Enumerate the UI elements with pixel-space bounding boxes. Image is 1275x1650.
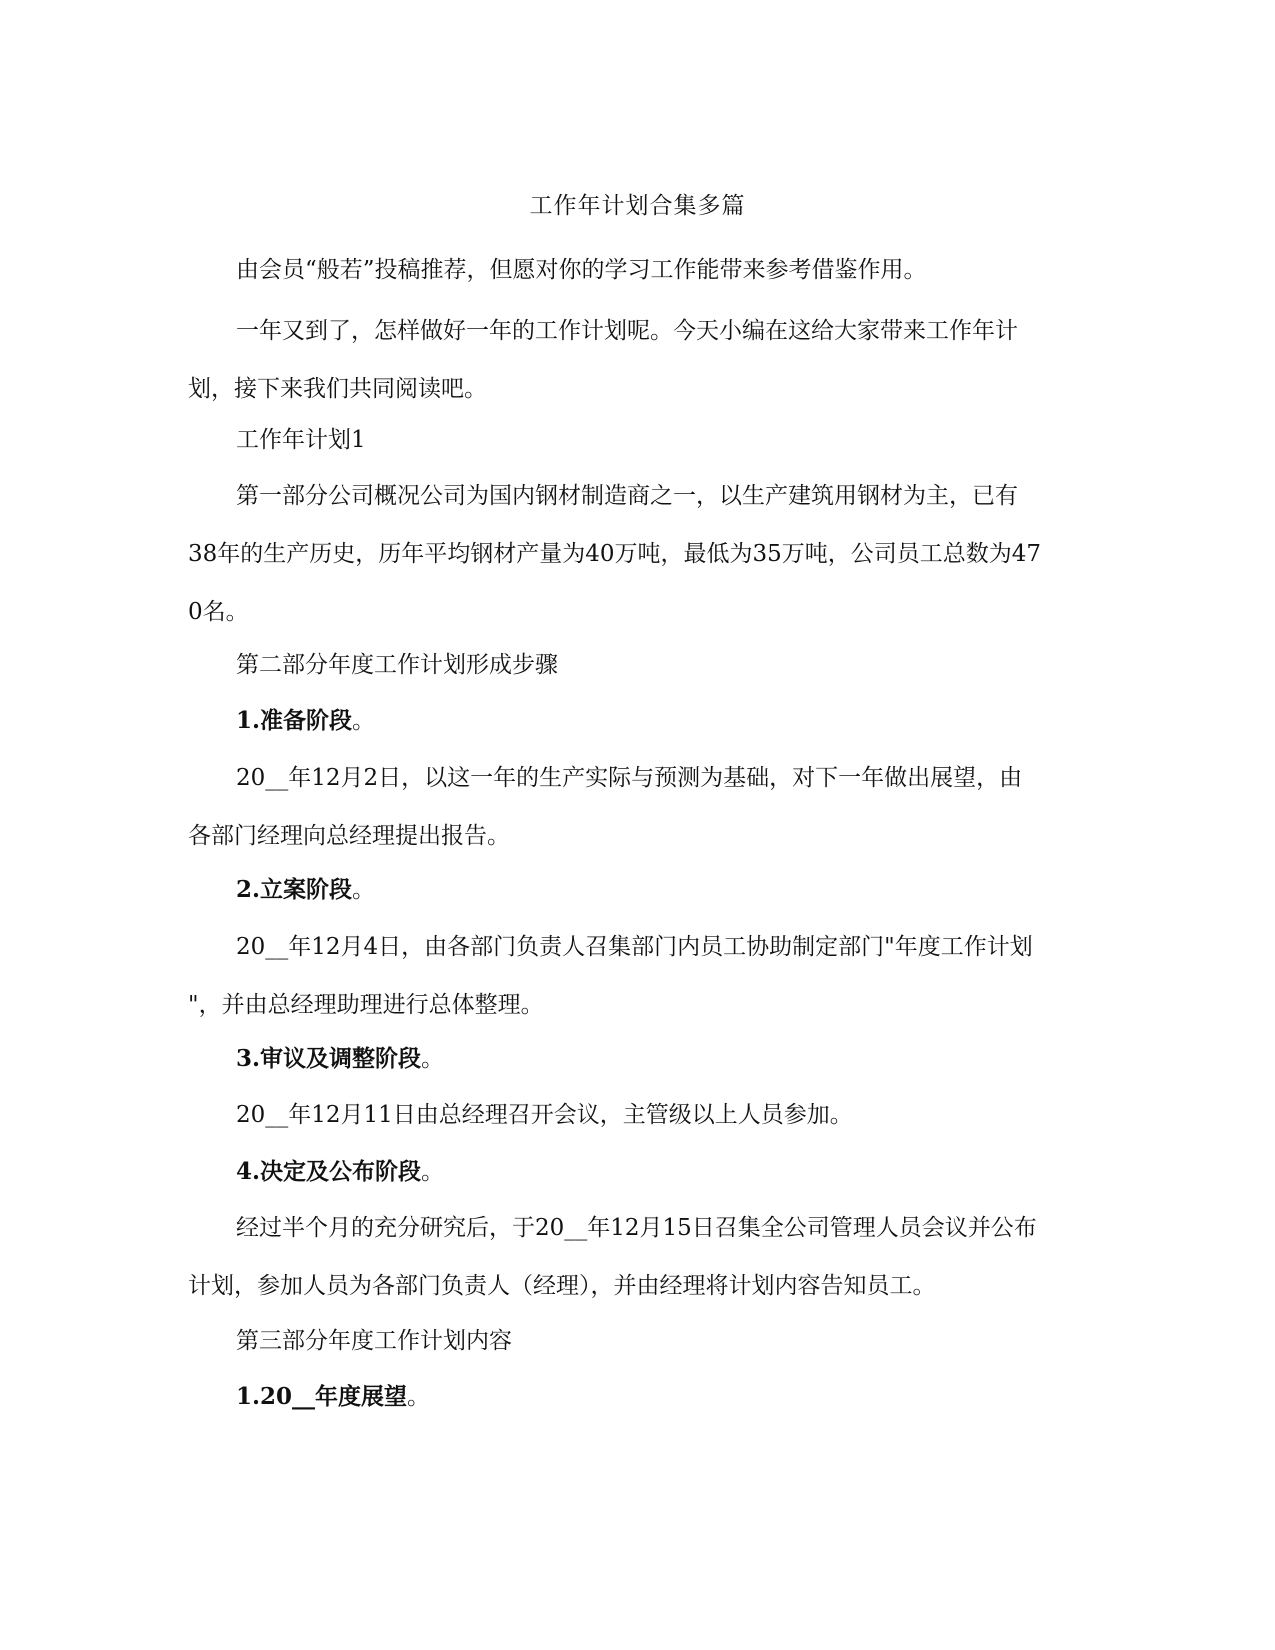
paragraph-intro (188, 241, 1078, 299)
step-title: 2.立案阶段 (236, 876, 353, 903)
paragraph-line: 第一部分公司概况公司为国内钢材制造商之一，以生产建筑用钢材为主，已有 (236, 483, 1018, 509)
step-heading-outlook (188, 1368, 1078, 1426)
paragraph-line: 20__年12月2日，以这一年的生产实际与预测为基础，对下一年做出展望，由 (236, 765, 1023, 791)
step-suffix: 。 (352, 708, 376, 734)
section-heading-plan-1 (188, 411, 1078, 469)
step-title: 1.20__年度展望 (236, 1383, 408, 1410)
paragraph-line: 计划，参加人员为各部门负责人（经理），并由经理将计划内容告知员工。 (188, 1273, 936, 1299)
step-heading-4 (188, 1143, 1078, 1201)
paragraph-line: 各部门经理向总经理提出报告。 (188, 823, 510, 849)
paragraph-opening (188, 302, 1078, 418)
step-suffix: 。 (421, 1159, 445, 1185)
paragraph-line: 20__年12月11日由总经理召开会议，主管级以上人员参加。 (236, 1102, 853, 1128)
paragraph-line: 第三部分年度工作计划内容 (236, 1328, 512, 1354)
paragraph-line: 一年又到了，怎样做好一年的工作计划呢。今天小编在这给大家带来工作年计 (236, 318, 1018, 344)
step-suffix: 。 (352, 877, 376, 903)
paragraph-line: 划，接下来我们共同阅读吧。 (188, 376, 487, 402)
paragraph-step-2 (188, 918, 1078, 1034)
paragraph-line: "，并由总经理助理进行总体整理。 (188, 992, 544, 1018)
step-suffix: 。 (421, 1046, 445, 1072)
paragraph-line: 0名。 (188, 599, 249, 625)
step-suffix: 。 (407, 1384, 431, 1410)
step-heading-2 (188, 861, 1078, 919)
step-heading-1 (188, 692, 1078, 750)
paragraph-line: 经过半个月的充分研究后，于20__年12月15日召集全公司管理人员会议并公布 (236, 1215, 1037, 1241)
paragraph-line: 工作年计划1 (236, 427, 366, 453)
section-heading-part-2 (188, 636, 1078, 694)
paragraph-company-overview (188, 467, 1078, 641)
paragraph-line: 第二部分年度工作计划形成步骤 (236, 652, 558, 678)
step-title: 1.准备阶段 (236, 707, 353, 734)
paragraph-line: 由会员“般若”投稿推荐，但愿对你的学习工作能带来参考借鉴作用。 (236, 257, 927, 283)
document-title: 工作年计划合集多篇 (529, 193, 746, 219)
paragraph-step-3 (188, 1086, 1078, 1144)
paragraph-line: 38年的生产历史，历年平均钢材产量为40万吨，最低为35万吨，公司员工总数为47 (188, 541, 1042, 567)
step-title: 3.审议及调整阶段 (236, 1045, 422, 1072)
paragraph-step-4 (188, 1199, 1078, 1315)
section-heading-part-3 (188, 1312, 1078, 1370)
step-heading-3 (188, 1030, 1078, 1088)
step-title: 4.决定及公布阶段 (236, 1158, 422, 1185)
paragraph-line: 20__年12月4日，由各部门负责人召集部门内员工协助制定部门"年度工作计划 (236, 934, 1033, 960)
paragraph-step-1 (188, 749, 1078, 865)
